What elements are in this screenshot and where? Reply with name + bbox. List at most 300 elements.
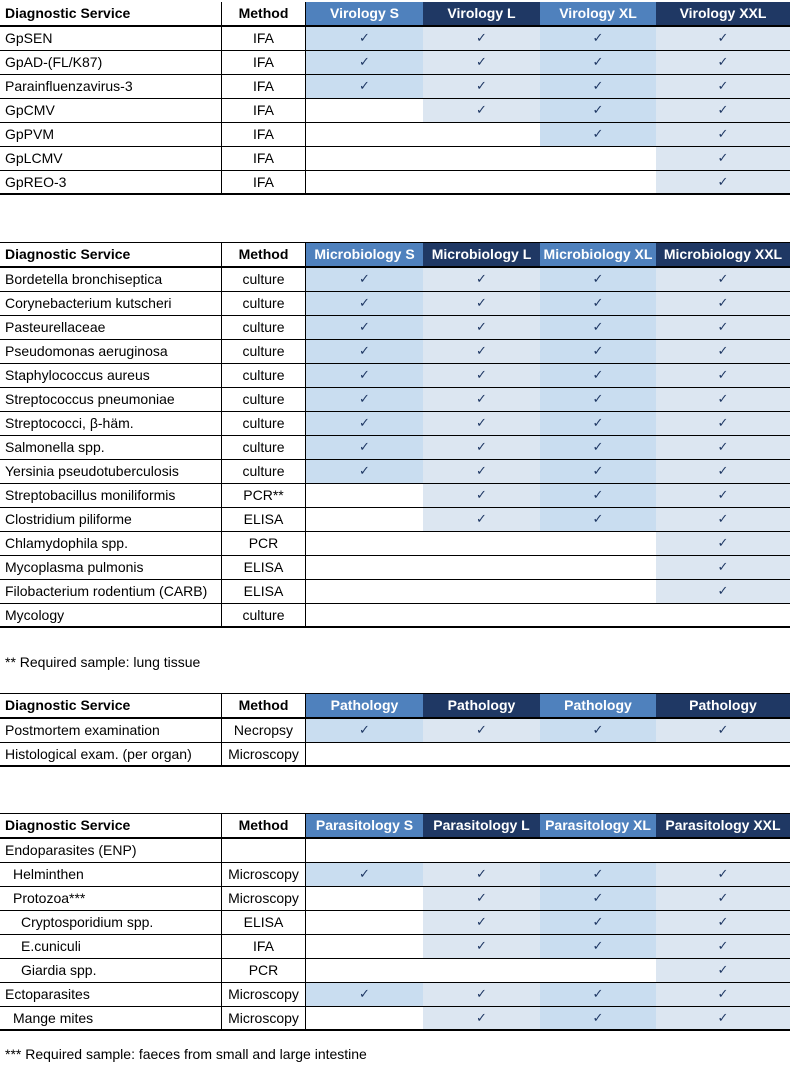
column-header-virology-s-0: Virology S <box>306 2 423 25</box>
check-icon: ✓ <box>592 295 604 310</box>
check-icon: ✓ <box>717 938 729 953</box>
package-cell-checked <box>423 719 540 742</box>
package-cell-checked <box>656 171 790 193</box>
package-cell-checked <box>656 364 790 387</box>
package-cell-empty <box>540 580 656 603</box>
package-cell-checked <box>423 388 540 411</box>
package-cell-empty <box>306 743 423 765</box>
method-cell: Necropsy <box>222 719 306 742</box>
method-cell: IFA <box>222 51 306 74</box>
service-name: Streptobacillus moniliformis <box>0 484 222 507</box>
column-header-diagnostic-service: Diagnostic Service <box>0 243 222 266</box>
package-cell-checked <box>656 959 790 982</box>
package-cell-checked <box>656 484 790 507</box>
package-cell-checked <box>423 887 540 910</box>
service-name: Streptococcus pneumoniae <box>0 388 222 411</box>
package-cell-checked <box>540 484 656 507</box>
package-cell-checked <box>540 75 656 98</box>
package-cell-checked <box>540 887 656 910</box>
table-row <box>0 604 790 628</box>
check-icon: ✓ <box>476 986 487 1001</box>
header-row <box>0 2 790 27</box>
table-row <box>0 51 790 75</box>
column-header-pathology-3: Pathology <box>656 694 790 717</box>
package-cell-checked <box>656 532 790 555</box>
package-cell-checked <box>656 99 790 122</box>
package-cell-empty <box>540 532 656 555</box>
table-row <box>0 863 790 887</box>
check-icon: ✓ <box>476 914 487 929</box>
package-cell-empty <box>423 743 540 765</box>
service-name: Pasteurellaceae <box>0 316 222 339</box>
method-cell: Microscopy <box>222 887 306 910</box>
check-icon: ✓ <box>476 54 487 69</box>
table-row <box>0 556 790 580</box>
package-cell-checked <box>423 268 540 291</box>
package-cell-checked <box>656 436 790 459</box>
service-name: E.cuniculi <box>0 935 222 958</box>
package-cell-checked <box>540 863 656 886</box>
check-icon: ✓ <box>717 914 729 929</box>
check-icon: ✓ <box>592 54 604 69</box>
check-icon: ✓ <box>717 890 729 905</box>
service-name: Mycoplasma pulmonis <box>0 556 222 579</box>
package-cell-checked <box>423 316 540 339</box>
package-cell-checked <box>423 863 540 886</box>
package-cell-empty <box>656 839 790 862</box>
check-icon: ✓ <box>359 391 370 406</box>
method-cell: ELISA <box>222 556 306 579</box>
package-cell-checked <box>423 292 540 315</box>
package-cell-checked <box>540 27 656 50</box>
check-icon: ✓ <box>592 102 604 117</box>
package-cell-checked <box>540 388 656 411</box>
check-icon: ✓ <box>592 391 604 406</box>
column-header-method: Method <box>222 2 306 25</box>
column-header-microbiology-l-1: Microbiology L <box>423 243 540 266</box>
column-header-pathology-2: Pathology <box>540 694 656 717</box>
column-header-diagnostic-service: Diagnostic Service <box>0 814 222 837</box>
table-row <box>0 460 790 484</box>
service-name: Postmortem examination <box>0 719 222 742</box>
method-cell: Microscopy <box>222 743 306 765</box>
check-icon: ✓ <box>717 439 729 454</box>
package-cell-checked <box>306 268 423 291</box>
package-cell-checked <box>423 508 540 531</box>
column-header-parasitology-xxl-3: Parasitology XXL <box>656 814 790 837</box>
table-row <box>0 99 790 123</box>
check-icon: ✓ <box>717 463 729 478</box>
table-row <box>0 171 790 195</box>
package-cell-checked <box>306 719 423 742</box>
table-row <box>0 839 790 863</box>
package-cell-checked <box>656 292 790 315</box>
table-row <box>0 911 790 935</box>
package-cell-checked <box>656 147 790 170</box>
method-cell: IFA <box>222 75 306 98</box>
check-icon: ✓ <box>717 391 729 406</box>
check-icon: ✓ <box>476 319 487 334</box>
check-icon: ✓ <box>359 295 370 310</box>
table-row <box>0 743 790 767</box>
column-header-parasitology-l-1: Parasitology L <box>423 814 540 837</box>
service-name: Clostridium piliforme <box>0 508 222 531</box>
service-name: GpLCMV <box>0 147 222 170</box>
method-cell: culture <box>222 412 306 435</box>
method-cell: culture <box>222 388 306 411</box>
package-cell-empty <box>423 171 540 193</box>
package-cell-empty <box>306 532 423 555</box>
method-cell: Microscopy <box>222 1007 306 1029</box>
package-cell-checked <box>306 863 423 886</box>
package-cell-checked <box>423 1007 540 1029</box>
method-cell: IFA <box>222 123 306 146</box>
method-cell: IFA <box>222 935 306 958</box>
check-icon: ✓ <box>717 295 729 310</box>
package-cell-checked <box>656 412 790 435</box>
package-cell-checked <box>656 75 790 98</box>
package-cell-empty <box>540 147 656 170</box>
table-row <box>0 388 790 412</box>
check-icon: ✓ <box>717 415 729 430</box>
package-cell-empty <box>306 123 423 146</box>
package-cell-checked <box>540 508 656 531</box>
package-cell-empty <box>306 580 423 603</box>
table-row <box>0 364 790 388</box>
footnote-lung-tissue: ** Required sample: lung tissue <box>5 654 201 670</box>
check-icon: ✓ <box>476 938 487 953</box>
check-icon: ✓ <box>476 295 487 310</box>
service-name: Cryptosporidium spp. <box>0 911 222 934</box>
service-name: Histological exam. (per organ) <box>0 743 222 765</box>
microbiology-table <box>0 242 790 628</box>
package-cell-checked <box>306 316 423 339</box>
table-row <box>0 436 790 460</box>
service-name: Pseudomonas aeruginosa <box>0 340 222 363</box>
service-name: Protozoa*** <box>0 887 222 910</box>
column-header-diagnostic-service: Diagnostic Service <box>0 694 222 717</box>
package-cell-checked <box>423 983 540 1006</box>
package-cell-checked <box>656 508 790 531</box>
virology-table <box>0 2 790 195</box>
check-icon: ✓ <box>476 367 487 382</box>
package-cell-empty <box>306 484 423 507</box>
check-icon: ✓ <box>359 78 370 93</box>
package-cell-checked <box>656 316 790 339</box>
check-icon: ✓ <box>359 319 370 334</box>
check-icon: ✓ <box>476 511 487 526</box>
service-name: Salmonella spp. <box>0 436 222 459</box>
package-cell-checked <box>306 388 423 411</box>
package-cell-checked <box>540 935 656 958</box>
pathology-table <box>0 693 790 767</box>
check-icon: ✓ <box>717 30 729 45</box>
check-icon: ✓ <box>359 30 370 45</box>
service-name: Giardia spp. <box>0 959 222 982</box>
method-cell: PCR** <box>222 484 306 507</box>
package-cell-checked <box>540 460 656 483</box>
check-icon: ✓ <box>717 535 729 550</box>
check-icon: ✓ <box>359 722 370 737</box>
method-cell: IFA <box>222 99 306 122</box>
check-icon: ✓ <box>592 439 604 454</box>
column-header-pathology-0: Pathology <box>306 694 423 717</box>
column-header-method: Method <box>222 694 306 717</box>
package-cell-checked <box>423 460 540 483</box>
table-row <box>0 959 790 983</box>
package-cell-checked <box>306 340 423 363</box>
package-cell-empty <box>306 556 423 579</box>
check-icon: ✓ <box>717 986 729 1001</box>
package-cell-checked <box>423 51 540 74</box>
column-header-method: Method <box>222 243 306 266</box>
package-cell-empty <box>540 556 656 579</box>
method-cell: Microscopy <box>222 983 306 1006</box>
package-cell-empty <box>423 532 540 555</box>
method-cell: culture <box>222 604 306 626</box>
table-row <box>0 340 790 364</box>
service-name: Ectoparasites <box>0 983 222 1006</box>
package-cell-checked <box>656 51 790 74</box>
package-cell-checked <box>656 887 790 910</box>
service-name: Yersinia pseudotuberculosis <box>0 460 222 483</box>
package-cell-checked <box>540 436 656 459</box>
check-icon: ✓ <box>717 866 729 881</box>
column-header-virology-xl-2: Virology XL <box>540 2 656 25</box>
method-cell: culture <box>222 364 306 387</box>
package-cell-checked <box>540 51 656 74</box>
package-cell-empty <box>306 604 423 626</box>
check-icon: ✓ <box>359 439 370 454</box>
service-name: GpPVM <box>0 123 222 146</box>
package-cell-empty <box>423 556 540 579</box>
service-name: Parainfluenzavirus-3 <box>0 75 222 98</box>
package-cell-empty <box>306 171 423 193</box>
package-cell-checked <box>306 27 423 50</box>
package-cell-checked <box>423 412 540 435</box>
table-row <box>0 935 790 959</box>
package-cell-checked <box>656 1007 790 1029</box>
check-icon: ✓ <box>592 1010 604 1025</box>
package-cell-checked <box>540 292 656 315</box>
service-name: GpCMV <box>0 99 222 122</box>
package-cell-checked <box>306 75 423 98</box>
check-icon: ✓ <box>476 1010 487 1025</box>
package-cell-checked <box>656 935 790 958</box>
service-name: GpREO-3 <box>0 171 222 193</box>
check-icon: ✓ <box>476 30 487 45</box>
table-row <box>0 887 790 911</box>
check-icon: ✓ <box>717 102 729 117</box>
package-cell-empty <box>423 580 540 603</box>
check-icon: ✓ <box>359 54 370 69</box>
check-icon: ✓ <box>717 126 729 141</box>
column-header-pathology-1: Pathology <box>423 694 540 717</box>
check-icon: ✓ <box>592 986 604 1001</box>
package-cell-checked <box>656 388 790 411</box>
table-row <box>0 484 790 508</box>
package-cell-checked <box>423 911 540 934</box>
service-name: Mycology <box>0 604 222 626</box>
check-icon: ✓ <box>359 866 370 881</box>
column-header-diagnostic-service: Diagnostic Service <box>0 2 222 25</box>
parasitology-table <box>0 813 790 1031</box>
package-cell-empty <box>423 123 540 146</box>
check-icon: ✓ <box>359 271 370 286</box>
service-name: Mange mites <box>0 1007 222 1029</box>
service-name: Staphylococcus aureus <box>0 364 222 387</box>
service-name: Streptococci, β-häm. <box>0 412 222 435</box>
check-icon: ✓ <box>592 271 604 286</box>
package-cell-empty <box>306 911 423 934</box>
package-cell-checked <box>656 983 790 1006</box>
package-cell-checked <box>540 1007 656 1029</box>
service-name: Corynebacterium kutscheri <box>0 292 222 315</box>
package-cell-checked <box>656 27 790 50</box>
check-icon: ✓ <box>592 319 604 334</box>
check-icon: ✓ <box>592 126 604 141</box>
check-icon: ✓ <box>476 463 487 478</box>
table-row <box>0 268 790 292</box>
package-cell-empty <box>540 604 656 626</box>
column-header-parasitology-s-0: Parasitology S <box>306 814 423 837</box>
table-row <box>0 316 790 340</box>
package-cell-checked <box>423 935 540 958</box>
method-cell: culture <box>222 340 306 363</box>
service-name: Helminthen <box>0 863 222 886</box>
check-icon: ✓ <box>592 914 604 929</box>
service-name: GpAD-(FL/K87) <box>0 51 222 74</box>
package-cell-checked <box>423 364 540 387</box>
check-icon: ✓ <box>717 343 729 358</box>
package-cell-checked <box>540 268 656 291</box>
service-name: Endoparasites (ENP) <box>0 839 222 862</box>
package-cell-empty <box>306 839 423 862</box>
check-icon: ✓ <box>717 511 729 526</box>
check-icon: ✓ <box>476 391 487 406</box>
check-icon: ✓ <box>717 319 729 334</box>
check-icon: ✓ <box>592 866 604 881</box>
package-cell-empty <box>656 604 790 626</box>
check-icon: ✓ <box>592 511 604 526</box>
package-cell-checked <box>656 911 790 934</box>
table-row <box>0 147 790 171</box>
package-cell-checked <box>306 436 423 459</box>
table-row <box>0 75 790 99</box>
check-icon: ✓ <box>476 271 487 286</box>
package-cell-empty <box>656 743 790 765</box>
package-cell-checked <box>306 51 423 74</box>
package-cell-checked <box>656 580 790 603</box>
method-cell: ELISA <box>222 508 306 531</box>
check-icon: ✓ <box>717 559 729 574</box>
method-cell: PCR <box>222 959 306 982</box>
header-row <box>0 243 790 268</box>
package-cell-empty <box>540 743 656 765</box>
package-cell-checked <box>656 340 790 363</box>
package-cell-checked <box>306 364 423 387</box>
method-cell: IFA <box>222 147 306 170</box>
package-cell-checked <box>540 364 656 387</box>
check-icon: ✓ <box>476 415 487 430</box>
check-icon: ✓ <box>476 487 487 502</box>
check-icon: ✓ <box>359 367 370 382</box>
table-row <box>0 532 790 556</box>
check-icon: ✓ <box>717 722 729 737</box>
column-header-parasitology-xl-2: Parasitology XL <box>540 814 656 837</box>
method-cell: IFA <box>222 171 306 193</box>
check-icon: ✓ <box>717 487 729 502</box>
method-cell: culture <box>222 436 306 459</box>
package-cell-checked <box>423 484 540 507</box>
footnote-faeces: *** Required sample: faeces from small and large intestine <box>5 1046 367 1062</box>
check-icon: ✓ <box>476 439 487 454</box>
package-cell-empty <box>306 99 423 122</box>
check-icon: ✓ <box>717 367 729 382</box>
package-cell-checked <box>656 460 790 483</box>
check-icon: ✓ <box>717 78 729 93</box>
package-cell-checked <box>423 340 540 363</box>
package-cell-checked <box>540 983 656 1006</box>
method-cell: Microscopy <box>222 863 306 886</box>
check-icon: ✓ <box>592 938 604 953</box>
package-cell-checked <box>656 123 790 146</box>
table-row <box>0 719 790 743</box>
service-name: Bordetella bronchiseptica <box>0 268 222 291</box>
check-icon: ✓ <box>592 343 604 358</box>
package-cell-empty <box>306 935 423 958</box>
package-cell-empty <box>306 887 423 910</box>
check-icon: ✓ <box>359 463 370 478</box>
package-cell-empty <box>423 839 540 862</box>
package-cell-empty <box>423 604 540 626</box>
table-row <box>0 580 790 604</box>
package-cell-checked <box>306 460 423 483</box>
header-row <box>0 694 790 719</box>
package-cell-checked <box>656 863 790 886</box>
check-icon: ✓ <box>717 54 729 69</box>
check-icon: ✓ <box>359 343 370 358</box>
check-icon: ✓ <box>592 463 604 478</box>
header-row <box>0 814 790 839</box>
package-cell-checked <box>540 719 656 742</box>
method-cell: culture <box>222 460 306 483</box>
package-cell-checked <box>540 99 656 122</box>
check-icon: ✓ <box>359 415 370 430</box>
package-cell-empty <box>540 839 656 862</box>
method-cell: culture <box>222 292 306 315</box>
package-cell-checked <box>540 412 656 435</box>
check-icon: ✓ <box>717 271 729 286</box>
check-icon: ✓ <box>717 174 729 189</box>
package-cell-checked <box>540 123 656 146</box>
check-icon: ✓ <box>717 583 729 598</box>
check-icon: ✓ <box>592 78 604 93</box>
method-cell: PCR <box>222 532 306 555</box>
check-icon: ✓ <box>476 722 487 737</box>
table-row <box>0 983 790 1007</box>
column-header-microbiology-s-0: Microbiology S <box>306 243 423 266</box>
check-icon: ✓ <box>717 1010 729 1025</box>
method-cell: culture <box>222 268 306 291</box>
method-cell: ELISA <box>222 911 306 934</box>
package-cell-checked <box>656 268 790 291</box>
package-cell-checked <box>306 983 423 1006</box>
table-row <box>0 1007 790 1031</box>
package-cell-checked <box>423 99 540 122</box>
method-cell: ELISA <box>222 580 306 603</box>
service-name: Filobacterium rodentium (CARB) <box>0 580 222 603</box>
